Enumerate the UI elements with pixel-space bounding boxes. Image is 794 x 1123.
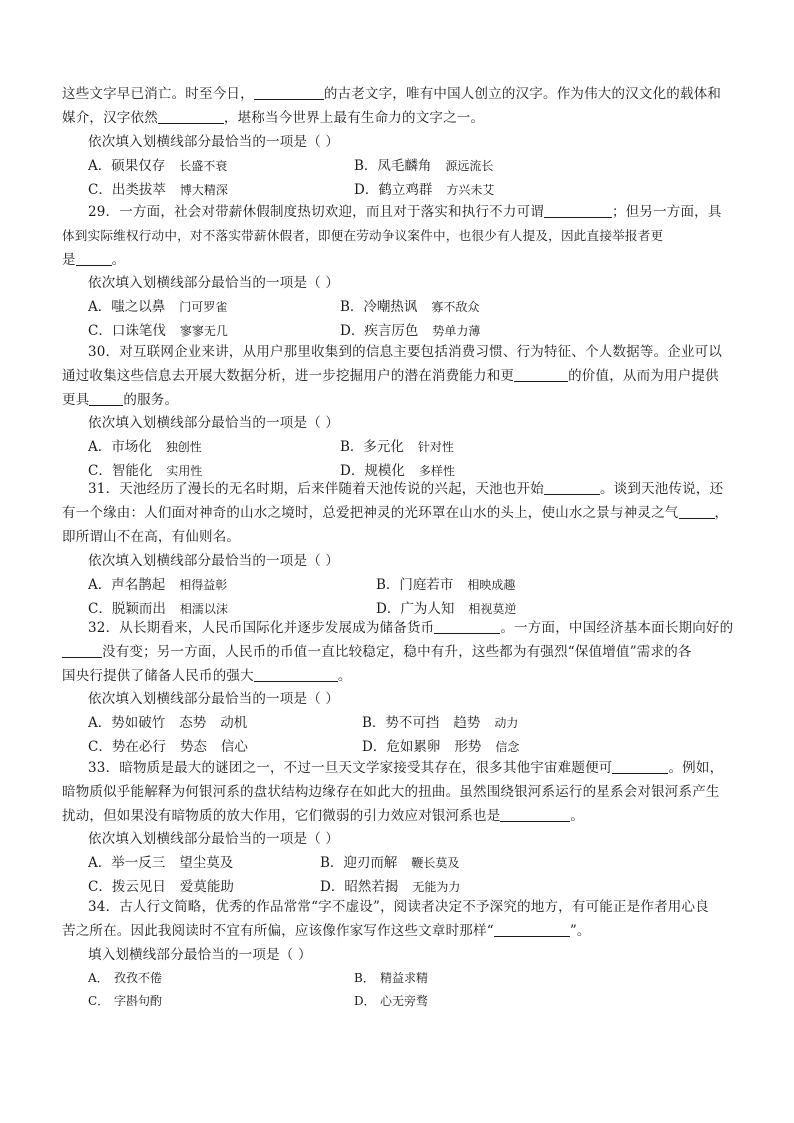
option-letter: D． [340, 323, 365, 339]
option-text: 势态 [179, 739, 207, 755]
option-b[interactable] [362, 713, 518, 733]
option-c[interactable] [88, 737, 248, 757]
option-letter: B． [340, 299, 364, 315]
option-a[interactable] [88, 575, 227, 595]
option-letter: C． [88, 601, 112, 617]
option-text: 相映成趣 [467, 578, 516, 592]
blank [89, 391, 123, 406]
option-text: 相得益彰 [179, 578, 228, 592]
option-letter: A． [88, 715, 112, 731]
option-d[interactable] [320, 877, 460, 897]
option-text: 智能化 [111, 463, 153, 479]
option-text: 相视莫逆 [468, 602, 517, 616]
text: 31．天池经历了漫长的无名时期，后来伴随着天池传说的兴起，天池也开始 [88, 481, 544, 497]
option-text: 疾言厉色 [364, 323, 419, 339]
option-b[interactable] [340, 297, 479, 317]
question-line [62, 250, 738, 270]
text: 媒介，汉字依然 [62, 110, 158, 126]
option-letter: C． [88, 739, 112, 755]
option-text: 鹤立鸡群 [378, 182, 433, 198]
option-b[interactable] [354, 968, 428, 988]
text: 29．一方面，社会对带薪休假制度热切欢迎，而且对于落实和执行不力可谓 [88, 204, 544, 220]
option-text: 信念 [495, 740, 520, 754]
text: 通过收集这些信息去开展大数据分析，进一步挖掘用户的潜在消费能力和更 [62, 368, 515, 384]
text: 的古老文字，唯有中国人创立的汉字。作为伟大的汉文化的载体和 [323, 86, 722, 102]
option-text: 寡不敌众 [431, 300, 480, 314]
text: 33．暗物质是最大的谜团之一，不过一旦天文学家接受其存在，很多其他宇宙难题便可 [88, 760, 613, 776]
option-letter: B． [362, 715, 386, 731]
option-text: 心无旁骛 [380, 994, 429, 1008]
option-c[interactable] [88, 180, 228, 200]
option-text: 望尘莫及 [179, 855, 234, 871]
option-c[interactable] [88, 877, 234, 897]
option-text: 市场化 [111, 439, 152, 455]
option-text: 态势 [179, 715, 207, 731]
question-line [62, 921, 738, 941]
question-line [88, 758, 738, 778]
question-prompt: 依次填入划横线部分最恰当的一项是（ ） [88, 134, 340, 150]
question-line: 体到实际维权行动中，对不落实带薪休假者，即便在劳动争议案件中，也很少有人提及，因此直接举报者更 [62, 228, 664, 243]
question-line [88, 618, 738, 638]
option-letter: C． [88, 182, 112, 198]
text: ；但另一方面，具 [611, 204, 722, 220]
option-text: 鞭长莫及 [411, 856, 460, 870]
text: ，堪称当今世界上最有生命力的文字之一。 [223, 110, 485, 126]
option-text: 势在必行 [111, 739, 166, 755]
option-c[interactable] [88, 599, 228, 619]
text: 的价值，从而为用户提供 [568, 368, 719, 384]
question-prompt: 依次填入划横线部分最恰当的一项是（ ） [88, 553, 340, 569]
option-letter: D． [340, 463, 365, 479]
option-text: 昭然若揭 [344, 879, 399, 895]
text: ， [714, 505, 729, 521]
option-text: 多元化 [363, 439, 404, 455]
option-d[interactable] [354, 180, 494, 200]
passage-line [62, 108, 738, 128]
option-text: 拨云见日 [111, 879, 166, 895]
option-text: 多样性 [418, 464, 455, 478]
blank [254, 667, 338, 682]
question-line [88, 479, 738, 499]
option-letter: D． [320, 879, 345, 895]
option-text: 凤毛麟角 [377, 158, 432, 174]
text: 更具 [62, 392, 90, 408]
option-text: 脱颖而出 [111, 601, 166, 617]
option-letter: D． [354, 994, 376, 1008]
option-letter: A． [88, 577, 112, 593]
option-c[interactable] [88, 991, 162, 1011]
option-letter: D． [376, 601, 401, 617]
question-prompt: 依次填入划横线部分最恰当的一项是（ ） [88, 415, 340, 431]
option-a[interactable] [88, 156, 227, 176]
question-line [88, 202, 738, 222]
blank [514, 367, 568, 382]
text: 扰动，但如果没有暗物质的放大作用，它们微弱的引力效应对银河系也是 [62, 808, 501, 824]
question-prompt: 依次填入划横线部分最恰当的一项是（ ） [88, 831, 340, 847]
option-c[interactable] [88, 461, 202, 481]
question-line: 30．对互联网企业来讲，从用户那里收集到的信息主要包括消费习惯、行为特征、个人数据等。企业可以 [88, 344, 723, 360]
option-text: 实用性 [166, 464, 203, 478]
option-b[interactable] [354, 156, 493, 176]
text: 这些文字早已消亡。时至今日， [62, 86, 254, 102]
option-d[interactable] [354, 991, 428, 1011]
question-prompt: 依次填入划横线部分最恰当的一项是（ ） [88, 275, 340, 291]
text: 的服务。 [123, 392, 179, 408]
blank [434, 619, 500, 634]
option-text: 孜孜不倦 [114, 971, 163, 985]
option-letter: A． [88, 158, 112, 174]
option-text: 字斟句酌 [114, 994, 163, 1008]
option-letter: C． [88, 879, 112, 895]
question-line [62, 503, 738, 523]
option-text: 信心 [220, 739, 248, 755]
option-c[interactable] [88, 321, 228, 341]
option-text: 精益求精 [380, 971, 429, 985]
option-a[interactable] [88, 297, 227, 317]
text: ”。 [569, 923, 591, 939]
blank [679, 504, 715, 519]
question-line: 暗物质似乎能解释为何银河系的盘状结构边缘存在如此大的扭曲。虽然围绕银河系运行的星系会对银河系产生 [62, 784, 720, 800]
option-text: 长盛不衰 [179, 159, 228, 173]
option-letter: D． [362, 739, 387, 755]
option-letter: B． [340, 439, 364, 455]
option-a[interactable] [88, 437, 202, 457]
option-text: 寥寥无几 [179, 324, 228, 338]
option-letter: B． [354, 971, 375, 985]
option-d[interactable] [340, 461, 455, 481]
option-letter: A． [88, 855, 112, 871]
passage-line [62, 84, 738, 104]
option-text: 势如破竹 [111, 715, 166, 731]
blank [158, 109, 224, 124]
option-text: 动机 [220, 715, 248, 731]
option-b[interactable] [320, 853, 459, 873]
blank [254, 85, 324, 100]
option-text: 针对性 [417, 440, 454, 454]
option-text: 冷嘲热讽 [363, 299, 418, 315]
option-text: 无能为力 [412, 880, 461, 894]
option-text: 形势 [454, 739, 482, 755]
option-d[interactable] [376, 599, 516, 619]
option-a[interactable] [88, 968, 162, 988]
question-line [62, 390, 738, 410]
option-text: 声名鹊起 [111, 577, 166, 593]
option-text: 门可罗雀 [179, 300, 228, 314]
question-line [62, 366, 738, 386]
blank [494, 922, 570, 937]
option-a[interactable] [88, 713, 247, 733]
text: 有一个缘由：人们面对神奇的山水之境时，总爱把神灵的光环罩在山水的头上，使山水之景与神灵之气 [62, 505, 679, 521]
option-text: 规模化 [364, 463, 405, 479]
question-prompt: 填入划横线部分最恰当的一项是（ ） [88, 947, 312, 963]
option-text: 势单力薄 [432, 324, 481, 338]
text: 是 [62, 252, 76, 268]
option-letter: A． [88, 299, 112, 315]
option-text: 势不可挡 [385, 715, 440, 731]
text: 。一方面，中国经济基本面长期向好的 [500, 620, 734, 636]
option-text: 门庭若市 [399, 577, 454, 593]
option-letter: A． [88, 971, 109, 985]
question-prompt: 依次填入划横线部分最恰当的一项是（ ） [88, 691, 340, 707]
option-letter: D． [354, 182, 379, 198]
option-text: 出类拔萃 [111, 182, 166, 198]
option-text: 相濡以沫 [179, 602, 228, 616]
blank [544, 203, 612, 218]
option-text: 博大精深 [179, 183, 228, 197]
option-letter: A． [88, 439, 112, 455]
option-a[interactable] [88, 853, 233, 873]
question-line [62, 666, 738, 686]
text: 。谈到天池传说，还 [599, 481, 724, 497]
option-text: 口诛笔伐 [111, 323, 166, 339]
option-letter: B． [320, 855, 344, 871]
option-text: 嗤之以鼻 [111, 299, 166, 315]
option-text: 动力 [494, 716, 519, 730]
text: 苦之所在。因此我阅读时不宜有所偏，应该像作家写作这些文章时那样“ [62, 923, 494, 939]
option-letter: B． [354, 158, 378, 174]
option-b[interactable] [376, 575, 515, 595]
option-d[interactable] [362, 737, 519, 757]
question-line: 34．古人行文简略，优秀的作品常常“字不虚设”，阅读者决定不予深究的地方，有可能正是作者用心良 [88, 899, 709, 915]
option-letter: C． [88, 994, 110, 1008]
option-text: 趋势 [453, 715, 481, 731]
blank [612, 759, 668, 774]
option-text: 方兴未艾 [446, 183, 495, 197]
option-d[interactable] [340, 321, 480, 341]
option-text: 硕果仅存 [111, 158, 166, 174]
question-line: 即所谓山不在高，有仙则名。 [62, 529, 241, 545]
option-text: 源远流长 [445, 159, 494, 173]
blank [76, 251, 112, 266]
text: 32．从长期看来，人民币国际化并逐步发展成为储备货币 [88, 620, 435, 636]
text: 。例如， [668, 760, 724, 776]
option-text: 迎刃而解 [343, 855, 398, 871]
option-b[interactable] [340, 437, 454, 457]
option-letter: B． [376, 577, 400, 593]
option-letter: C． [88, 463, 112, 479]
option-text: 举一反三 [111, 855, 166, 871]
text: 国央行提供了储备人民币的强大 [62, 668, 254, 684]
blank [62, 643, 102, 658]
blank [544, 480, 600, 495]
option-text: 危如累卵 [386, 739, 441, 755]
option-text: 广为人知 [400, 601, 455, 617]
option-text: 独创性 [165, 440, 202, 454]
question-line [62, 642, 738, 662]
text: 没有变；另一方面，人民币的币值一直比较稳定，稳中有升，这些都为有强烈“保值增值”需求的各 [102, 644, 692, 660]
text: 。 [337, 668, 352, 684]
option-letter: C． [88, 323, 112, 339]
blank [500, 807, 570, 822]
question-line [62, 806, 738, 826]
option-text: 爱莫能助 [179, 879, 234, 895]
text: 。 [570, 808, 585, 824]
text: 。 [111, 252, 126, 268]
